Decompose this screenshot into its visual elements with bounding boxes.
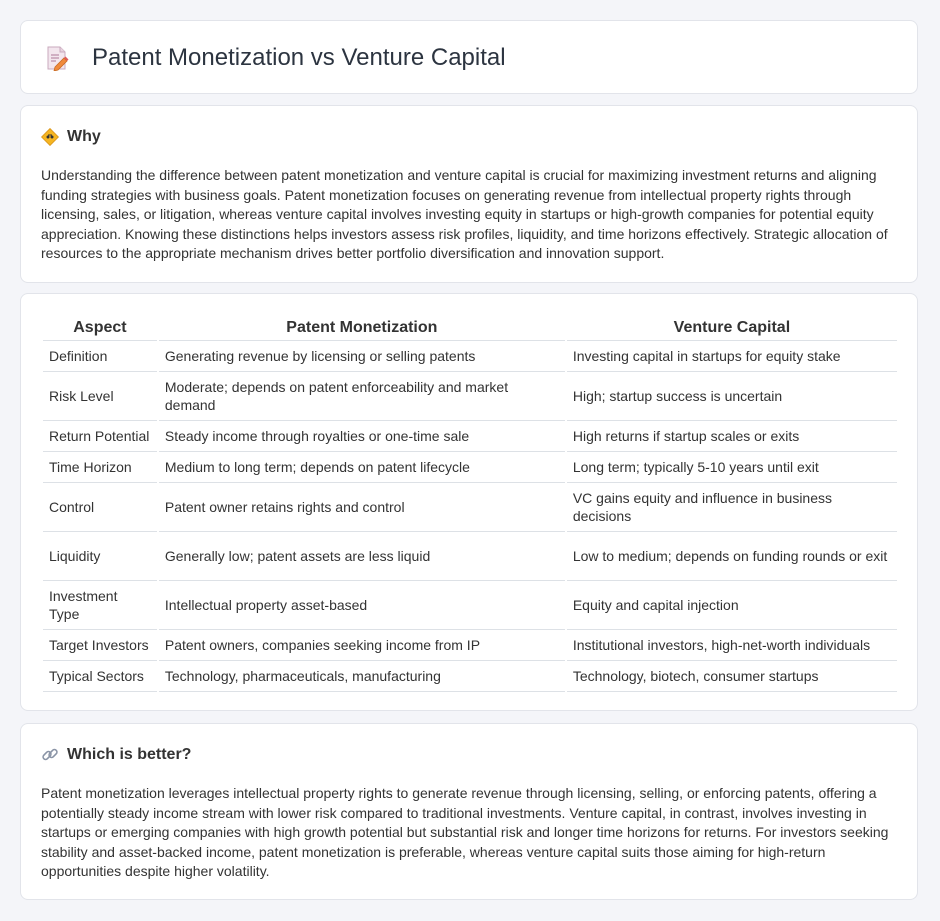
aspect-cell: Risk Level xyxy=(43,372,157,421)
column-header-venture-capital: Venture Capital xyxy=(567,316,897,341)
vc-cell: High returns if startup scales or exits xyxy=(567,421,897,452)
document-pencil-icon xyxy=(45,45,69,71)
better-heading-row xyxy=(41,746,191,764)
table-row xyxy=(43,421,897,452)
aspect-cell: Typical Sectors xyxy=(43,661,157,692)
patent-cell: Patent owner retains rights and control xyxy=(159,483,565,532)
aspect-cell: Liquidity xyxy=(43,532,157,581)
vc-cell: Investing capital in startups for equity stake xyxy=(567,341,897,372)
link-icon xyxy=(41,746,59,764)
table-row xyxy=(43,452,897,483)
aspect-cell: Time Horizon xyxy=(43,452,157,483)
aspect-cell: Control xyxy=(43,483,157,532)
table-header-row xyxy=(43,316,897,341)
column-header-aspect: Aspect xyxy=(43,316,157,341)
header-card xyxy=(20,20,918,94)
vc-cell: VC gains equity and influence in business decisions xyxy=(567,483,897,532)
patent-cell: Medium to long term; depends on patent lifecycle xyxy=(159,452,565,483)
aspect-cell: Definition xyxy=(43,341,157,372)
table-row xyxy=(43,630,897,661)
aspect-cell: Investment Type xyxy=(43,581,157,630)
comparison-table xyxy=(41,316,899,692)
vc-cell: Equity and capital injection xyxy=(567,581,897,630)
why-heading: Why xyxy=(67,128,101,145)
why-section xyxy=(20,105,918,283)
why-paragraph: Understanding the difference between patent monetization and venture capital is crucial for maximizing investment returns and aligning funding strategies with business goals. Patent monetization focuses on generating revenue from intellectual property rights through licensing, sales, or litigation, whereas venture capital involves investing equity in startups or high-growth companies for potential equity appreciation. Knowing these distinctions helps investors assess risk profiles, liquidity, and time horizons effectively. Strategic allocation of resources to the appropriate mechanism drives better portfolio diversification and innovation support. xyxy=(41,167,888,262)
patent-cell: Technology, pharmaceuticals, manufacturing xyxy=(159,661,565,692)
table-row xyxy=(43,661,897,692)
table-row xyxy=(43,372,897,421)
vc-cell: High; startup success is uncertain xyxy=(567,372,897,421)
vc-cell: Low to medium; depends on funding rounds or exit xyxy=(567,532,897,581)
aspect-cell: Return Potential xyxy=(43,421,157,452)
patent-cell: Moderate; depends on patent enforceability and market demand xyxy=(159,372,565,421)
vc-cell: Long term; typically 5-10 years until exit xyxy=(567,452,897,483)
patent-cell: Patent owners, companies seeking income from IP xyxy=(159,630,565,661)
page-title: Patent Monetization vs Venture Capital xyxy=(92,44,506,71)
aspect-cell: Target Investors xyxy=(43,630,157,661)
patent-cell: Generating revenue by licensing or selling patents xyxy=(159,341,565,372)
column-header-patent-monetization: Patent Monetization xyxy=(159,316,565,341)
table-row xyxy=(43,483,897,532)
vc-cell: Technology, biotech, consumer startups xyxy=(567,661,897,692)
patent-cell: Steady income through royalties or one-time sale xyxy=(159,421,565,452)
table-row xyxy=(43,341,897,372)
better-heading: Which is better? xyxy=(67,746,192,763)
comparison-section xyxy=(20,293,918,711)
patent-cell: Generally low; patent assets are less liquid xyxy=(159,532,565,581)
why-heading-row xyxy=(41,128,101,146)
diamond-sign-icon xyxy=(41,128,59,146)
vc-cell: Institutional investors, high-net-worth individuals xyxy=(567,630,897,661)
better-paragraph: Patent monetization leverages intellectual property rights to generate revenue through licensing, selling, or enforcing patents, offering a potentially steady income stream with lower risk compared to traditional investments. Venture capital, in contrast, involves investing in startups or emerging companies with high growth potential but substantial risk and longer time horizons for returns. For investors seeking stability and asset-backed income, patent monetization is preferable, whereas venture capital suits those aiming for high-return opportunities despite higher volatility. xyxy=(41,785,889,880)
table-row xyxy=(43,581,897,630)
table-row xyxy=(43,532,897,581)
patent-cell: Intellectual property asset-based xyxy=(159,581,565,630)
which-is-better-section xyxy=(20,723,918,900)
